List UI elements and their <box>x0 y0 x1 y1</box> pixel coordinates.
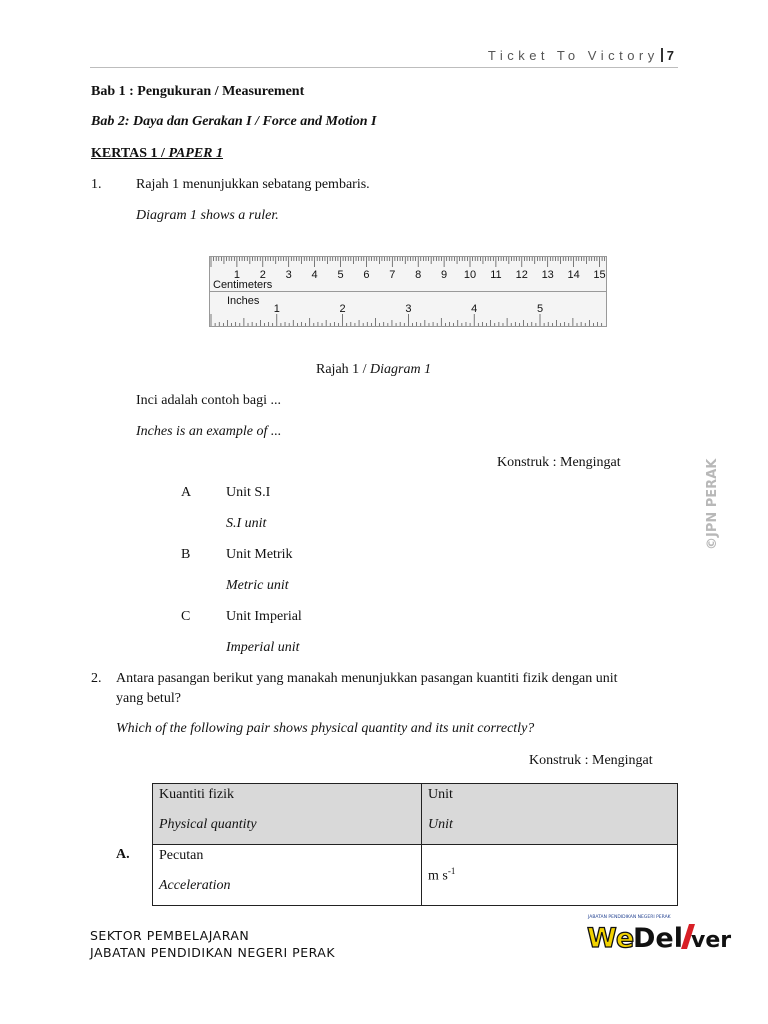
svg-text:JABATAN PENDIDIKAN NEGERI PERA: JABATAN PENDIDIKAN NEGERI PERAK <box>588 915 671 920</box>
we-deliver-logo <box>585 912 732 954</box>
caption-bm: Rajah 1 / <box>316 362 371 377</box>
inch-number: 4 <box>471 303 478 315</box>
quantity-cell <box>153 845 422 906</box>
q2-number: 2. <box>91 671 102 686</box>
diagram-caption <box>316 362 431 378</box>
q2-text-bm-line1: Antara pasangan berikut yang manakah menunjukkan pasangan kuantiti fizik dengan unit <box>116 671 618 686</box>
header-unit-en: Unit <box>428 817 453 832</box>
svg-text:Del: Del <box>633 923 683 954</box>
running-header <box>488 48 674 63</box>
q2-text-bm-line2: yang betul? <box>116 691 181 706</box>
option-text-en: Metric unit <box>226 578 289 593</box>
cm-numbers <box>234 269 606 281</box>
cm-number: 2 <box>259 269 266 281</box>
cm-number: 14 <box>567 269 580 281</box>
quantity-bm: Pecutan <box>159 848 204 863</box>
cm-number: 9 <box>441 269 448 281</box>
footer-line-2: JABATAN PENDIDIKAN NEGERI PERAK <box>90 945 336 960</box>
footer <box>90 927 335 961</box>
inch-number: 1 <box>273 303 280 315</box>
header-unit-bm: Unit <box>428 787 453 802</box>
footer-line-1: SEKTOR PEMBELAJARAN <box>90 928 250 943</box>
inch-number: 5 <box>536 303 544 315</box>
page-number: 7 <box>666 48 674 63</box>
q1-question-bm: Inci adalah contoh bagi ... <box>136 393 282 408</box>
cm-number: 1 <box>233 269 240 281</box>
cm-number: 6 <box>363 269 370 281</box>
chapter-2-heading: Bab 2: Daya dan Gerakan I / Force and Motion I <box>91 114 377 129</box>
header-rule <box>90 67 678 68</box>
inch-number: 2 <box>339 303 346 315</box>
cm-number: 11 <box>490 269 502 281</box>
ruler-diagram <box>209 256 607 328</box>
q1-construct: Konstruk : Mengingat <box>497 455 621 470</box>
option-letter: C <box>181 609 191 624</box>
cm-number: 15 <box>593 269 606 281</box>
quantity-unit-table <box>152 783 678 906</box>
header-quantity-cell <box>153 784 422 845</box>
chapter-1-heading: Bab 1 : Pengukuran / Measurement <box>91 84 305 99</box>
paper-heading <box>91 146 223 162</box>
cm-number: 3 <box>285 269 292 281</box>
unit-value: m s <box>428 868 448 884</box>
option-letter: B <box>181 547 191 562</box>
header-quantity-bm: Kuantiti fizik <box>159 787 235 802</box>
table-row <box>153 845 678 906</box>
cm-number: 8 <box>415 269 422 281</box>
option-text-bm: Unit Metrik <box>226 547 293 562</box>
header-unit-cell <box>422 784 678 845</box>
q2-construct: Konstruk : Mengingat <box>529 753 653 768</box>
caption-en: Diagram 1 <box>370 362 432 377</box>
option-text-bm: Unit Imperial <box>226 609 302 624</box>
header-title: Ticket To Victory <box>487 48 659 63</box>
option-text-en: S.I unit <box>226 516 267 531</box>
cm-number: 5 <box>337 269 344 281</box>
svg-text:ver: ver <box>691 928 732 953</box>
q2-option-a-letter: A. <box>116 847 130 862</box>
unit-cell <box>422 845 678 906</box>
q1-number: 1. <box>91 177 102 192</box>
svg-text:©JPN PERAK: ©JPN PERAK <box>705 458 720 550</box>
option-letter: A <box>181 485 192 500</box>
inch-number: 3 <box>405 303 412 315</box>
paper-heading-en: PAPER 1 <box>168 146 224 161</box>
unit-superscript: -1 <box>447 865 456 876</box>
q1-text-bm: Rajah 1 menunjukkan sebatang pembaris. <box>136 177 370 192</box>
header-divider <box>661 48 663 62</box>
quantity-en: Acceleration <box>159 878 231 893</box>
cm-number: 4 <box>311 269 318 281</box>
q2-text-en: Which of the following pair shows physical quantity and its unit correctly? <box>116 721 535 736</box>
cm-number: 12 <box>515 269 528 281</box>
table-header-row <box>153 784 678 845</box>
cm-label: Centimeters <box>213 279 273 291</box>
option-text-bm: Unit S.I <box>226 485 271 500</box>
cm-number: 7 <box>389 269 396 281</box>
svg-text:We: We <box>587 923 635 954</box>
inch-label: Inches <box>227 295 260 307</box>
q1-question-en: Inches is an example of ... <box>136 424 282 439</box>
option-text-en: Imperial unit <box>226 640 300 655</box>
cm-number: 10 <box>463 269 477 281</box>
jpn-perak-watermark <box>700 458 722 552</box>
paper-heading-bm: KERTAS 1 / <box>91 146 169 161</box>
q1-text-en: Diagram 1 shows a ruler. <box>136 208 279 223</box>
cm-number: 13 <box>541 269 554 281</box>
header-quantity-en: Physical quantity <box>159 817 257 832</box>
